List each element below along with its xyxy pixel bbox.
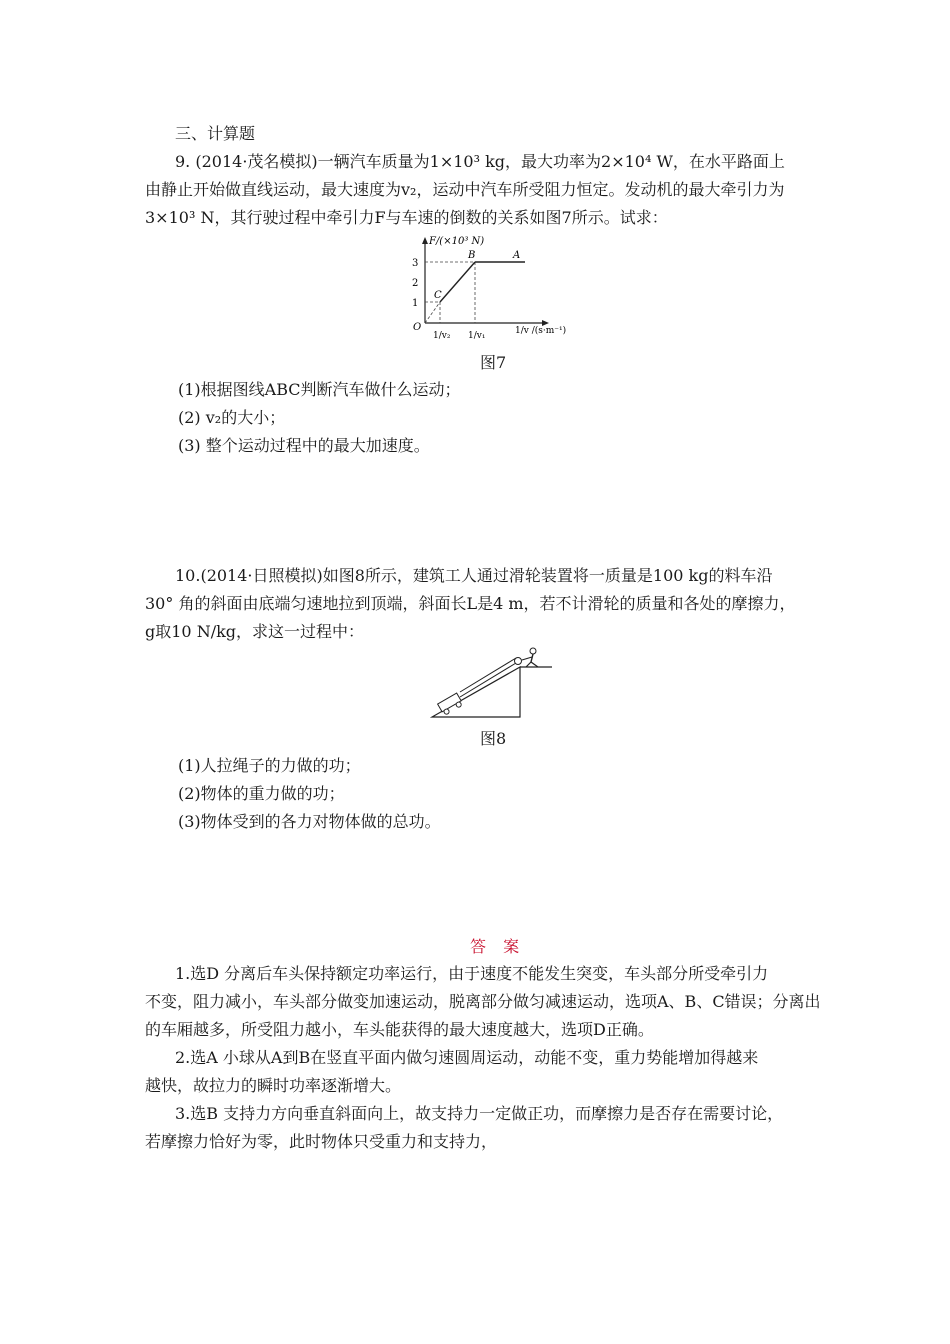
figure-7-caption: 图7 — [480, 353, 507, 372]
y-axis-arrow — [422, 237, 428, 244]
q9-line-2: 由静止开始做直线运动，最大速度为v₂，运动中汽车所受阻力恒定。发动机的最大牵引力为 — [145, 180, 785, 199]
point-B-label: B — [468, 250, 476, 261]
x-tick-1-v1: 1/v₁ — [468, 331, 486, 341]
q9-line-3: 3×10³ N，其行驶过程中牵引力F与车速的倒数的关系如图7所示。试求： — [145, 208, 668, 227]
point-C-label: C — [434, 290, 442, 301]
figure-8-incline — [430, 645, 560, 720]
y-axis-label: F/(×10³ N) — [429, 236, 485, 247]
answers-title: 答 案 — [470, 937, 526, 956]
answer-line-5: 越快，故拉力的瞬时功率逐渐增大。 — [145, 1076, 402, 1095]
pulley-icon — [515, 658, 522, 665]
point-A-label: A — [513, 250, 521, 261]
q9-line-1: 9. (2014·茂名模拟)一辆汽车质量为1×10³ kg，最大功率为2×10⁴ W，在水平路面上 — [175, 152, 785, 171]
answer-line-1: 1.选D 分离后车头保持额定功率运行，由于速度不能发生突变，车头部分所受牵引力 — [175, 964, 769, 983]
y-tick-2: 2 — [412, 278, 419, 289]
q9-item-1: (1)根据图线ABC判断汽车做什么运动； — [178, 380, 461, 399]
worker-icon — [522, 648, 538, 667]
answer-line-3: 的车厢越多，所受阻力越小，车头能获得的最大速度越大，选项D正确。 — [145, 1020, 654, 1039]
answer-line-6: 3.选B 支持力方向垂直斜面向上，故支持力一定做正功，而摩擦力是否存在需要讨论， — [175, 1104, 784, 1123]
q10-item-1: (1)人拉绳子的力做的功； — [178, 756, 361, 775]
q10-line-3: g取10 N/kg，求这一过程中： — [145, 622, 365, 641]
q10-item-3: (3)物体受到的各力对物体做的总功。 — [178, 812, 441, 831]
y-tick-3: 3 — [412, 258, 419, 269]
q10-line-2: 30° 角的斜面由底端匀速地拉到顶端，斜面长L是4 m，若不计滑轮的质量和各处的摩擦力， — [145, 594, 796, 613]
answer-line-7: 若摩擦力恰好为零，此时物体只受重力和支持力， — [145, 1132, 498, 1151]
section-heading: 三、计算题 — [175, 124, 256, 143]
answer-line-4: 2.选A 小球从A到B在竖直平面内做匀速圆周运动，动能不变，重力势能增加得越来 — [175, 1048, 759, 1067]
origin-label: O — [413, 322, 422, 333]
y-tick-1: 1 — [412, 298, 419, 309]
x-tick-1-v2: 1/v₂ — [433, 331, 451, 341]
q10-line-1: 10.(2014·日照模拟)如图8所示，建筑工人通过滑轮装置将一质量是100 kg的料车沿 — [175, 566, 773, 585]
figure-8-caption: 图8 — [480, 729, 507, 748]
line-CB — [440, 262, 475, 302]
answer-line-2: 不变，阻力减小，车头部分做变加速运动，脱离部分做匀减速运动，选项A、B、C错误；分离出 — [145, 992, 821, 1011]
figure-7-graph — [395, 235, 595, 350]
x-axis-label: 1/v /(s·m⁻¹) — [515, 326, 567, 336]
q9-item-2: (2) v₂的大小； — [178, 408, 286, 427]
q9-item-3: (3) 整个运动过程中的最大加速度。 — [178, 436, 430, 455]
q10-item-2: (2)物体的重力做的功； — [178, 784, 345, 803]
